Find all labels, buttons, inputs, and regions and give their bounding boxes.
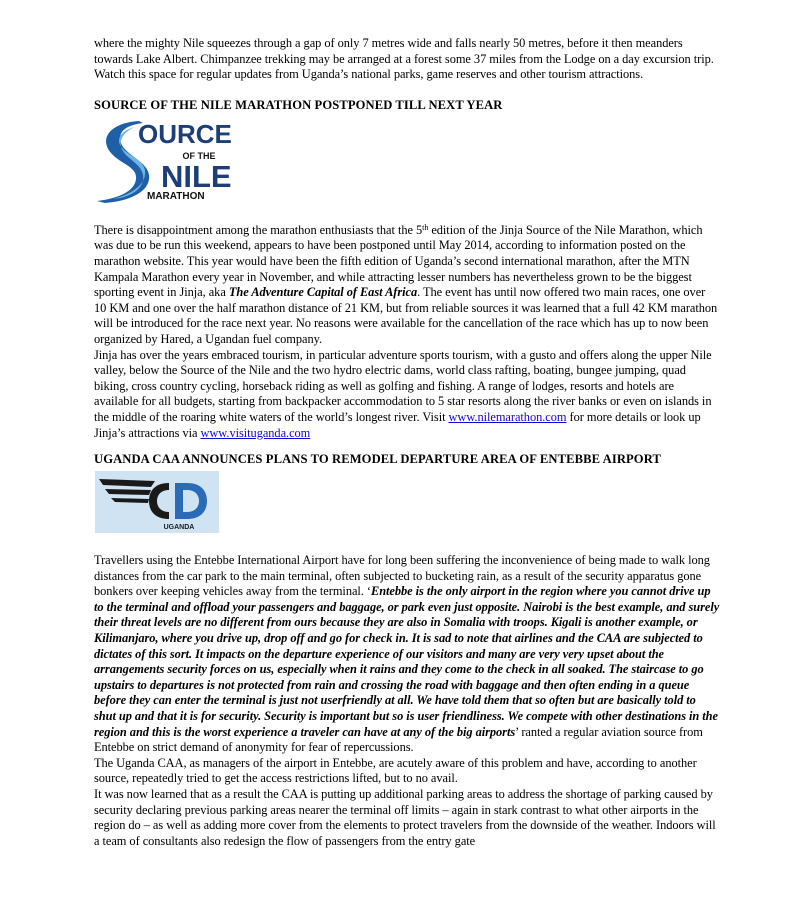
caa-quote-emphasis: Entebbe is the only airport in the region where you cannot drive up to the terminal and offload your passengers and baggage, or park even just opposite. Nairobi is the best example, and surely their threat levels are no different from ours because they are also in Somalia with troops. Kigali is another example, or Kilimanjaro, where you drive up, drop off and go for check in. It is sad to note that airlines and the CAA are subjected to dictates of this sort. It impacts on the departure experience of our visitors and many are very very upset about the arrangements security forces on us, especially when it rains and they come to the check in all soaked. The staircase to go upstairs to departures is not protected from rain and crossing the road with baggage and then often ending in a queue before they can enter the terminal is just not userfriendly at all. We have told them that so often but are basically told to shut up and that it is for security. Security is important but so is user friendliness. We compete with other destinations in the region and this is the worst experience a traveler can have at any of the big airports bbox=[94, 584, 720, 739]
visituganda-link[interactable]: www.visituganda.com bbox=[200, 425, 311, 440]
caa-p1-text-a: Travellers using the Entebbe International Airport have for long been suffering the inconvenience of being made to walk long distances from the car park to the main terminal, often subjected to bucketing rain, as a result of the security apparatus gone bonkers over keeping vehicles away from the terminal. ‘ bbox=[94, 553, 710, 599]
caa-logo-label: UGANDA bbox=[163, 524, 195, 532]
caa-paragraph-1 bbox=[94, 553, 720, 756]
article-page bbox=[94, 36, 720, 849]
marathon-p2-text-a: Jinja has over the years embraced tourism, in particular adventure sports tourism, with a gusto and offers along the upper Nile valley, below the Source of the Nile and the two hydro electric dams, world class rafting, boating, bungee jumping, quad biking, cross country cycling, horseback riding as well as golfing and fishing. A range of lodges, resorts and hotels are available for all budgets, starting from backpacker accommodation to 5 star resorts along the river banks or even on islands in the middle of the roaring white waters of the world’s longest river. Visit bbox=[94, 347, 712, 424]
marathon-p1-text-b: edition of the Jinja Source of the Nile Marathon, which was due to be run this weekend, appears to have been postponed until May 2014, according to information posted on the marathon website. This year would have been the fifth edition of Uganda’s second international marathon, after the MTN Kampala Marathon every year in November, and while attracting lesser numbers has nevertheless grown to be the biggest sporting event in Jinja, aka bbox=[94, 222, 703, 300]
nile-marathon-logo bbox=[95, 117, 267, 203]
logo-text-ource: OURCE bbox=[138, 118, 232, 149]
adventure-capital-emphasis: The Adventure Capital of East Africa bbox=[228, 285, 418, 300]
marathon-heading: SOURCE OF THE NILE MARATHON POSTPONED TILL NEXT YEAR bbox=[94, 97, 503, 112]
marathon-p2-text-b: for more details or look up Jinja’s attractions via bbox=[94, 409, 701, 440]
caa-heading: UGANDA CAA ANNOUNCES PLANS TO REMODEL DEPARTURE AREA OF ENTEBBE AIRPORT bbox=[94, 452, 661, 467]
ordinal-superscript: th bbox=[422, 222, 429, 232]
marathon-paragraph-1 bbox=[94, 223, 720, 348]
caa-p1-text-b: ’ ranted a regular aviation source from Entebbe on strict demand of anonymity for fear of repercussions. bbox=[94, 724, 703, 755]
intro-paragraph-1: where the mighty Nile squeezes through a gap of only 7 metres wide and falls nearly 50 metres, before it then meanders towards Lake Albert. Chimpanzee trekking may be arranged at a forest some 37 miles from the Lodge on a day excursion trip. bbox=[94, 36, 714, 66]
caa-paragraph-2: The Uganda CAA, as managers of the airport in Entebbe, are acutely aware of this problem and have, according to another source, repeatedly tried to get the access restrictions lifted, but to no avail. bbox=[94, 755, 697, 786]
intro-paragraph-2: Watch this space for regular updates from Uganda’s national parks, game reserves and other tourism attractions. bbox=[94, 67, 644, 82]
nilemarathon-link[interactable]: www.nilemarathon.com bbox=[448, 409, 567, 424]
marathon-p1-text-a: There is disappointment among the marathon enthusiasts that the 5 bbox=[94, 222, 423, 237]
marathon-paragraph-2 bbox=[94, 348, 720, 442]
logo-text-of-the: OF THE bbox=[182, 150, 216, 161]
marathon-p1-text-c: . The event has until now offered two main races, one over 10 KM and one over the half marathon distance of 21 KM, but from reliable sources it was learned that a full 42 KM marathon will be introduced for the race next year. No reasons were available for the cancellation of the race which has up to now been organized by Hared, a Ugandan fuel company. bbox=[94, 285, 718, 346]
uganda-caa-logo bbox=[95, 471, 219, 533]
logo-text-nile: NILE bbox=[161, 158, 232, 194]
caa-paragraph-3: It was now learned that as a result the CAA is putting up additional parking areas to address the shortage of parking caused by security declaring previous parking areas nearer the terminal off limits – again in stark contrast to what other airports in the region do – as well as adding more cover from the elements to protect travelers from the downside of the weather. Indoors will a team of consultants also redesign the flow of passengers from the entry gate bbox=[94, 787, 716, 848]
logo-text-marathon: MARATHON bbox=[147, 190, 205, 202]
